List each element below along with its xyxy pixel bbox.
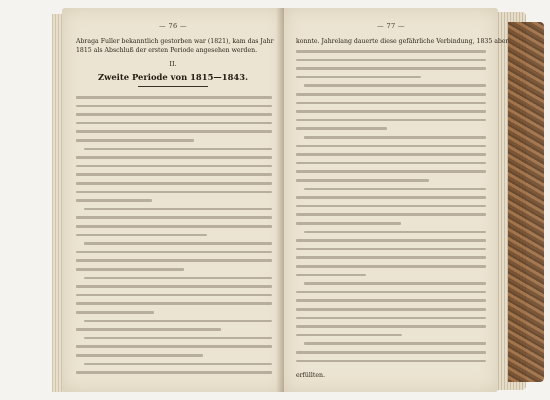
body-text-line	[296, 102, 486, 105]
left-page-opening-line: Abraga Fuller bekanntlich gestorben war (1821), kam das Jahr	[76, 38, 274, 45]
body-text-line	[76, 371, 272, 374]
body-text-line	[296, 119, 486, 122]
body-text-line	[296, 59, 486, 62]
body-text-line	[296, 299, 486, 302]
body-text-line	[84, 337, 272, 340]
body-text-line	[296, 256, 486, 259]
body-text-line	[76, 302, 272, 305]
body-text-line	[296, 76, 421, 79]
body-text-line	[296, 291, 486, 294]
body-text-line	[296, 50, 486, 53]
body-text-line	[76, 285, 272, 288]
left-page	[62, 8, 284, 392]
body-text-line	[76, 96, 272, 99]
body-text-line	[296, 145, 486, 148]
body-text-line	[76, 234, 207, 237]
body-text-line	[296, 317, 486, 320]
body-text-line	[296, 179, 429, 182]
body-text-line	[296, 325, 486, 328]
body-text-line	[304, 342, 486, 345]
body-text-line	[84, 242, 272, 245]
body-text-line	[296, 127, 387, 130]
body-text-line	[296, 162, 486, 165]
body-text-line	[296, 196, 486, 199]
body-text-line	[76, 216, 272, 219]
body-text-line	[76, 345, 272, 348]
right-page-opening-line: konnte. Jahrelang dauerte diese gefährliche Verbindung, 1835 aber	[296, 38, 509, 45]
body-text-line	[76, 165, 272, 168]
body-text-line	[76, 130, 272, 133]
body-text-line	[76, 225, 272, 228]
body-text-line	[296, 308, 486, 311]
body-text-line	[296, 67, 486, 70]
body-text-line	[76, 354, 203, 357]
section-number: II.	[169, 60, 177, 68]
body-text-line	[304, 136, 486, 139]
body-text-line	[76, 311, 154, 314]
body-text-line	[296, 239, 486, 242]
body-text-line	[76, 173, 272, 176]
body-text-line	[76, 294, 272, 297]
book-cover-edge	[508, 22, 544, 382]
body-text-line	[76, 139, 194, 142]
body-text-line	[296, 360, 486, 363]
body-text-line	[84, 320, 272, 323]
page-number-right: — 77 —	[377, 22, 405, 30]
body-text-line	[296, 170, 486, 173]
left-page-second-line: 1815 als Abschluß der ersten Periode angesehen werden.	[76, 47, 258, 54]
body-text-line	[296, 274, 366, 277]
body-text-line	[296, 248, 486, 251]
body-text-line	[296, 110, 486, 113]
body-text-line	[84, 148, 272, 151]
body-text-line	[304, 84, 486, 87]
body-text-line	[76, 105, 272, 108]
open-book	[0, 8, 550, 398]
right-page-closing-line: erfüllten.	[296, 372, 325, 379]
body-text-line	[76, 122, 272, 125]
body-text-line	[76, 251, 272, 254]
section-title: Zweite Periode von 1815—1843.	[98, 72, 248, 82]
body-text-line	[76, 156, 272, 159]
body-text-line	[296, 351, 486, 354]
body-text-line	[304, 231, 486, 234]
body-text-line	[296, 153, 486, 156]
body-text-line	[76, 191, 272, 194]
body-text-line	[76, 113, 272, 116]
body-text-line	[76, 199, 152, 202]
body-text-line	[76, 182, 272, 185]
body-text-line	[296, 334, 402, 337]
right-page	[284, 8, 509, 392]
body-text-line	[296, 213, 486, 216]
body-text-line	[296, 93, 486, 96]
body-text-line	[76, 268, 184, 271]
body-text-line	[304, 282, 486, 285]
section-title-rule	[138, 86, 208, 87]
body-text-line	[296, 205, 486, 208]
body-text-line	[296, 265, 486, 268]
body-text-line	[84, 208, 272, 211]
body-text-line	[304, 188, 486, 191]
body-text-line	[296, 222, 401, 225]
body-text-line	[84, 363, 272, 366]
page-number-left: — 76 —	[159, 22, 187, 30]
body-text-line	[76, 328, 221, 331]
body-text-line	[76, 259, 272, 262]
body-text-line	[84, 277, 272, 280]
